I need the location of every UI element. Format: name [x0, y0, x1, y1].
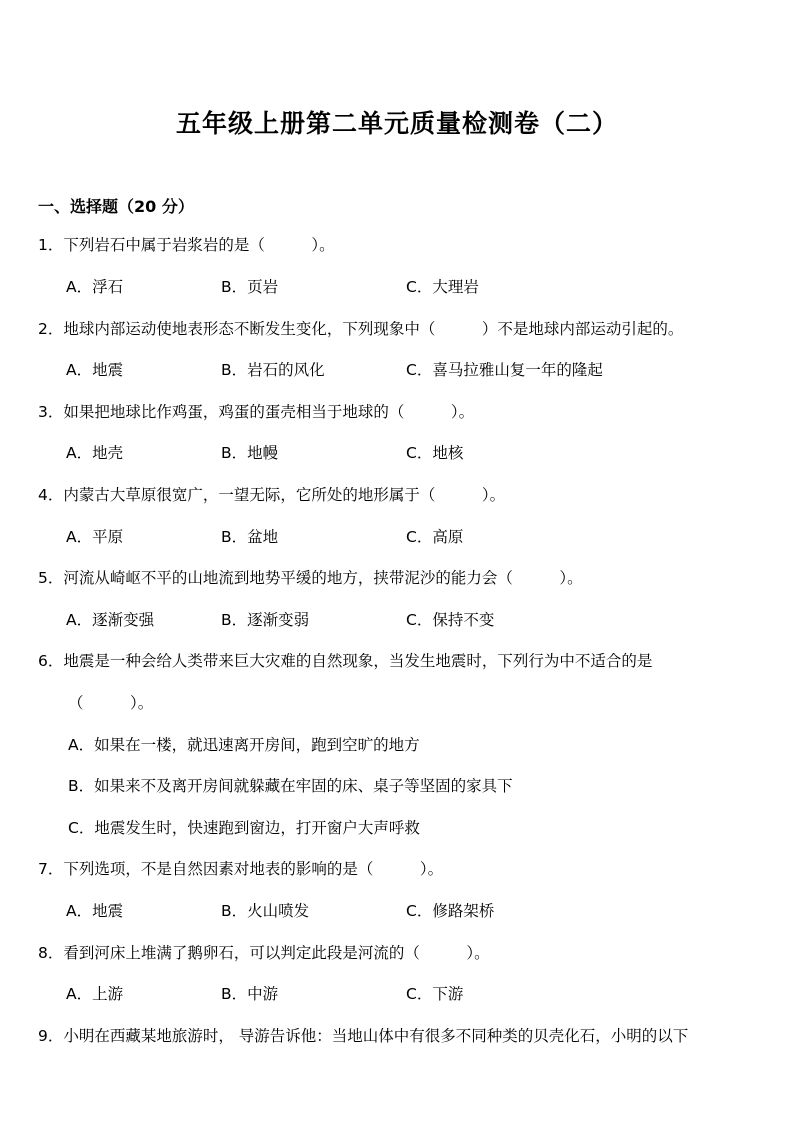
question-1: 1．下列岩石中属于岩浆岩的是（ ）。 [38, 236, 335, 254]
question-6: 6．地震是一种会给人类带来巨大灾难的自然现象，当发生地震时，下列行为中不适合的是 [38, 652, 653, 670]
question-6-option-a: A．如果在一楼，就迅速离开房间，跑到空旷的地方 [68, 736, 420, 754]
option-c: C．修路架桥 [406, 902, 495, 920]
question-6-option-c: C．地震发生时，快速跑到窗边，打开窗户大声呼救 [68, 819, 420, 837]
question-2: 2．地球内部运动使地表形态不断发生变化，下列现象中（ ）不是地球内部运动引起的。 [38, 320, 684, 338]
option-a: A．地震 [66, 361, 124, 379]
option-b: B．地幔 [221, 444, 279, 462]
option-c: C．喜马拉雅山复一年的隆起 [406, 361, 603, 379]
question-9: 9．小明在西藏某地旅游时， 导游告诉他：当地山体中有很多不同种类的贝壳化石，小明的以下 [38, 1027, 689, 1045]
option-c: C．大理岩 [406, 278, 479, 296]
option-c: C．保持不变 [406, 611, 495, 629]
option-a: A．浮石 [66, 278, 124, 296]
option-b: B．中游 [221, 985, 279, 1003]
option-b: B．岩石的风化 [221, 361, 325, 379]
option-b: B．盆地 [221, 528, 279, 546]
option-a: A．上游 [66, 985, 124, 1003]
question-6-option-b: B．如果来不及离开房间就躲藏在牢固的床、桌子等坚固的家具下 [68, 777, 513, 795]
question-5: 5．河流从崎岖不平的山地流到地势平缓的地方，挟带泥沙的能力会（ ）。 [38, 569, 583, 587]
option-b: B．页岩 [221, 278, 279, 296]
option-c: C．高原 [406, 528, 464, 546]
section-heading-choice: 一、选择题（20 分） [38, 197, 194, 216]
question-4: 4．内蒙古大草原很宽广，一望无际，它所处的地形属于（ ）。 [38, 486, 506, 504]
question-6-blank: （ ）。 [68, 694, 154, 712]
page-title: 五年级上册第二单元质量检测卷（二） [175, 109, 618, 138]
option-a: A．地震 [66, 902, 124, 920]
option-a: A．平原 [66, 528, 124, 546]
option-a: A．逐渐变强 [66, 611, 155, 629]
question-8: 8．看到河床上堆满了鹅卵石，可以判定此段是河流的（ ）。 [38, 944, 490, 962]
question-7: 7．下列选项，不是自然因素对地表的影响的是（ ）。 [38, 860, 444, 878]
option-a: A．地壳 [66, 444, 124, 462]
option-c: C．地核 [406, 444, 464, 462]
question-3: 3．如果把地球比作鸡蛋，鸡蛋的蛋壳相当于地球的（ ）。 [38, 403, 475, 421]
option-b: B．逐渐变弱 [221, 611, 310, 629]
option-c: C．下游 [406, 985, 464, 1003]
option-b: B．火山喷发 [221, 902, 310, 920]
